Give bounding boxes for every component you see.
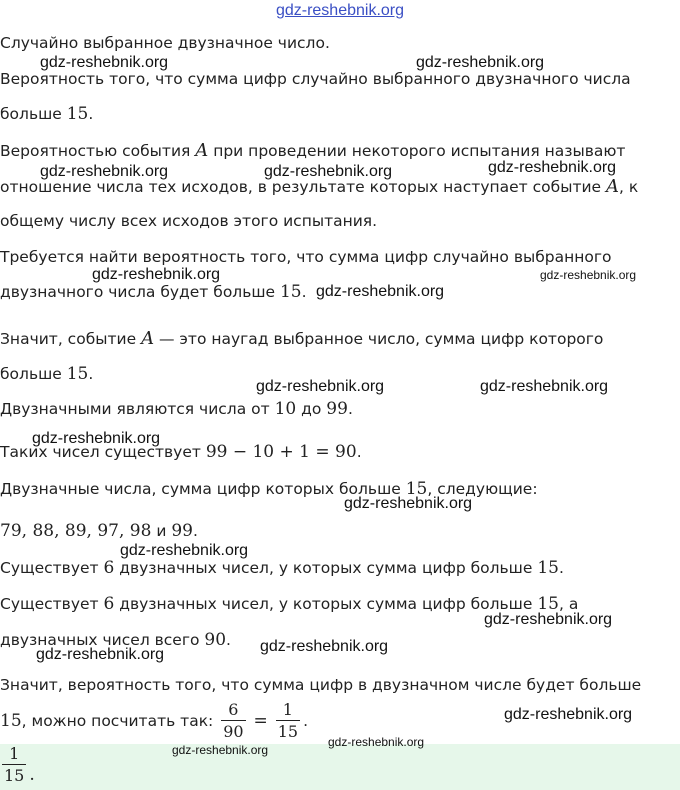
fraction-6-90: $\frac{6}{90}$	[223, 700, 244, 741]
watermark: gdz-reshebnik.org	[120, 542, 249, 559]
text-line-11: Двузначными являются числа от 10 до 99.	[0, 399, 353, 419]
watermark: gdz-reshebnik.org	[316, 283, 445, 300]
text-line-8: двузначного числа будет больше 15.	[0, 282, 307, 302]
text-line-5: отношение числа тех исходов, в результате которых наступает событие A, к	[0, 176, 639, 197]
answer-fraction: $\frac{1}{15}$ .	[4, 744, 35, 785]
fraction-1-15: $\frac{1}{15}$	[277, 700, 299, 741]
watermark: gdz-reshebnik.org	[40, 54, 169, 71]
text-line-17: двузначных чисел всего 90.	[0, 630, 231, 650]
watermark: gdz-reshebnik.org	[480, 378, 609, 395]
text-line-15: Существует 6 двузначных чисел, у которых сумма цифр больше 15.	[0, 558, 564, 578]
text-line-18: Значит, вероятность того, что сумма цифр в двузначном числе будет больше	[0, 676, 642, 694]
watermark: gdz-reshebnik.org	[264, 163, 393, 180]
text-line-6: общему числу всех исходов этого испытания.	[0, 212, 378, 230]
text-line-4: Вероятностью события A при проведении некоторого испытания называют	[0, 140, 626, 161]
watermark: gdz-reshebnik.org	[344, 495, 473, 512]
watermark: gdz-reshebnik.org	[40, 163, 169, 180]
watermark: gdz-reshebnik.org	[504, 706, 633, 723]
text-line-2: Вероятность того, что сумма цифр случайно выбранного двузначного числа	[0, 70, 631, 88]
text-line-7: Требуется найти вероятность того, что сумма цифр случайно выбранного	[0, 248, 612, 266]
text-line-10: больше 15.	[0, 364, 94, 384]
watermark: gdz-reshebnik.org	[260, 638, 389, 655]
watermark: gdz-reshebnik.org	[328, 735, 425, 749]
text-line-9: Значит, событие A — это наугад выбранное число, сумма цифр которого	[0, 328, 604, 349]
text-line-1: Случайно выбранное двузначное число.	[0, 34, 330, 52]
text-line-13: Двузначные числа, сумма цифр которых больше 15, следующие:	[0, 479, 538, 499]
watermark: gdz-reshebnik.org	[32, 430, 161, 447]
text-line-19: 15, можно посчитать так: $\frac{6}{90}$ = $\frac{1}{15}$ .	[0, 700, 308, 741]
watermark: gdz-reshebnik.org	[36, 646, 165, 663]
watermark: gdz-reshebnik.org	[488, 159, 617, 176]
watermark: gdz-reshebnik.org	[416, 54, 545, 71]
watermark: gdz-reshebnik.org	[92, 266, 221, 283]
watermark: gdz-reshebnik.org	[256, 378, 385, 395]
text-line-14: 79, 88, 89, 97, 98 и 99.	[0, 521, 198, 541]
text-line-3: больше 15.	[0, 104, 94, 124]
site-link[interactable]: gdz-reshebnik.org	[275, 2, 405, 19]
text-line-12: Таких чисел существует 99 − 10 + 1 = 90.	[0, 442, 362, 462]
watermark: gdz-reshebnik.org	[484, 611, 613, 628]
answer-box	[0, 744, 680, 790]
watermark: gdz-reshebnik.org	[172, 743, 269, 757]
text-line-16: Существует 6 двузначных чисел, у которых сумма цифр больше 15, а	[0, 594, 579, 614]
watermark: gdz-reshebnik.org	[540, 268, 637, 282]
